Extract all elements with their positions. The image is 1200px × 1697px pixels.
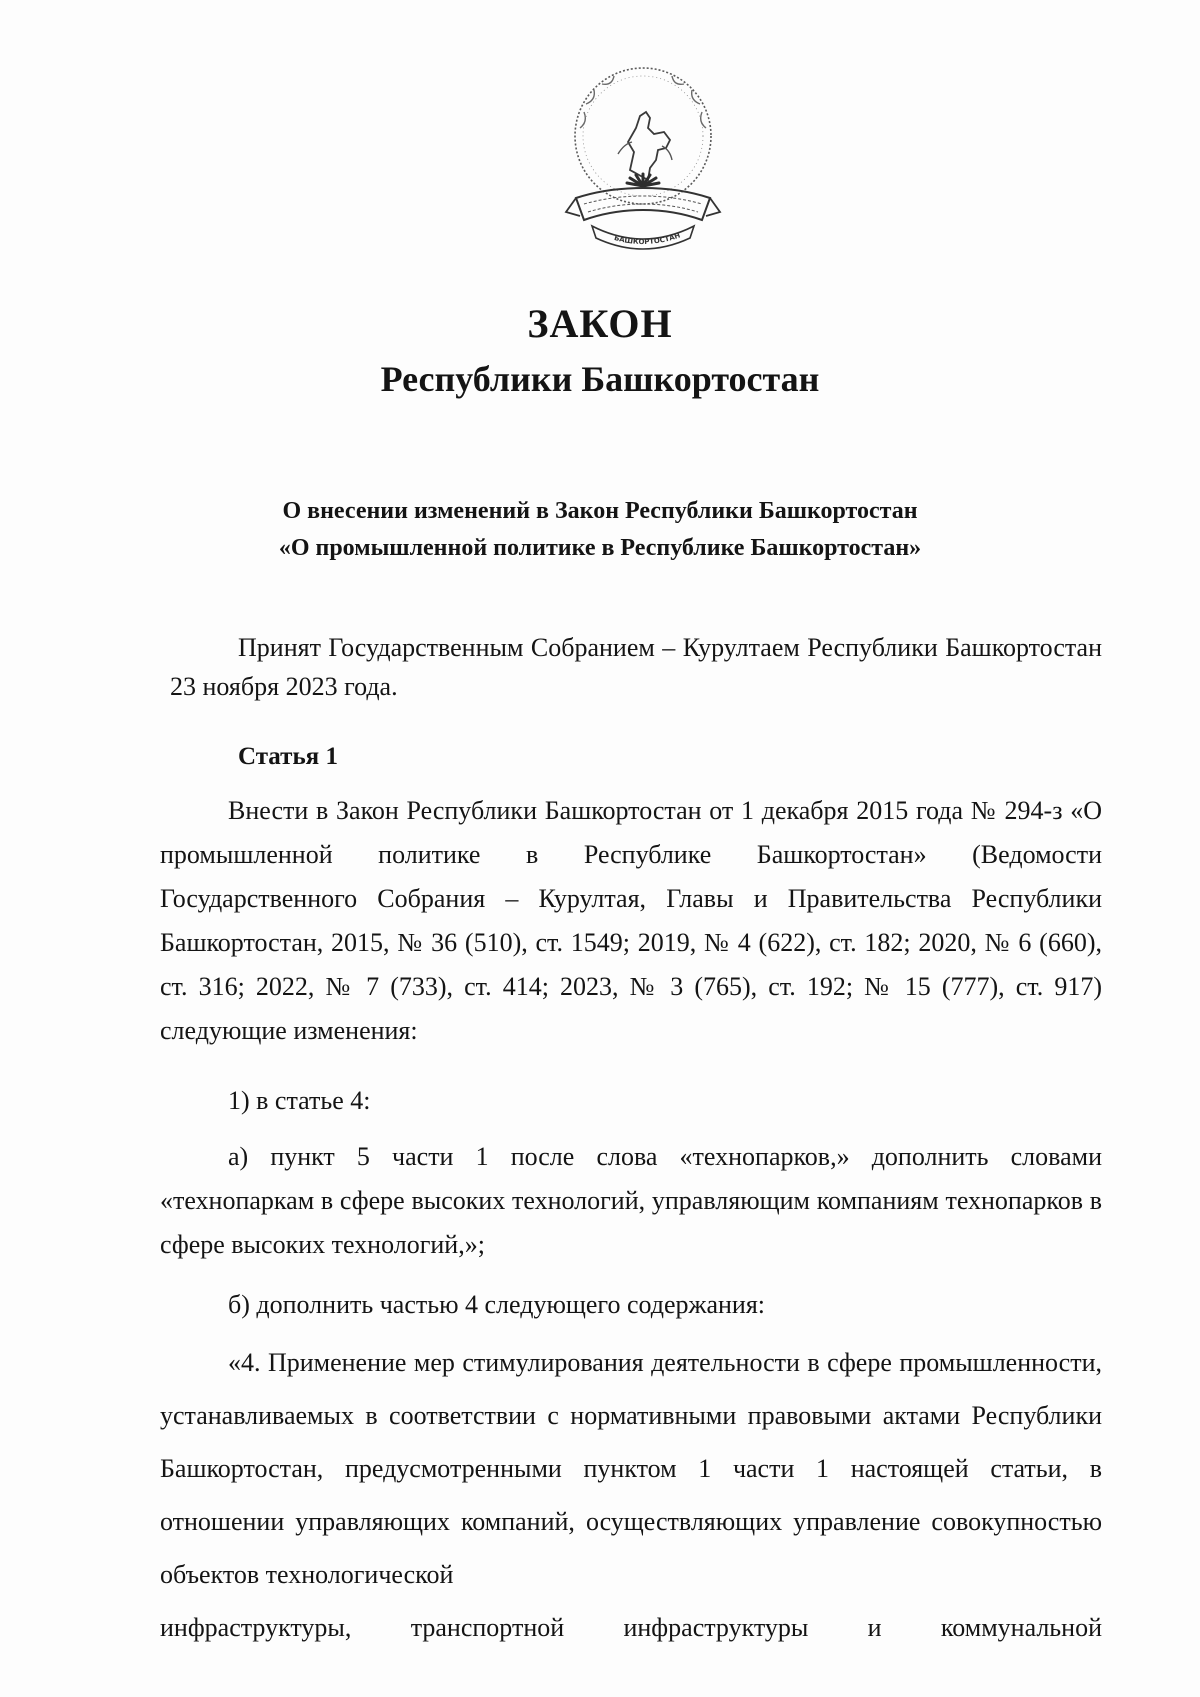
article-1-part-4-paragraph xyxy=(160,1336,1102,1654)
article-1-intro-paragraph: Внести в Закон Республики Башкортостан от 1 декабря 2015 года № 294-з «О промышленной политике в Республике Башкортостан» (Ведомости Государственного Собрания – Курултая, Главы и Правительства Республики Башкортостан, 2015, № 36 (510), ст. 1549; 2019, № 4 (622), ст. 182; 2020, № 6 (660), ст. 316; 2022, № 7 (733), ст. 414; 2023, № 3 (765), ст. 192; № 15 (777), ст. 917) следующие изменения: xyxy=(160,796,1102,1045)
article-1-item-1b: б) дополнить частью 4 следующего содержания: xyxy=(228,1290,766,1319)
bashkortostan-coat-of-arms-icon xyxy=(558,58,728,258)
article-1-heading: Статья 1 xyxy=(238,743,338,770)
part-4-last-line: инфраструктуры, транспортной инфраструктуры и коммунальной xyxy=(160,1613,1102,1642)
subject-line-1: О внесении изменений в Закон Республики Башкортостан xyxy=(282,498,918,524)
part-4-text: «4. Применение мер стимулирования деятельности в сфере промышленности, устанавливаемых в соответствии с нормативными правовыми актами Республики Башкортостан, предусмотренными пунктом 1 части 1 настоящей статьи, в отношении управляющих компаний, осуществляющих управление совокупностью объектов технологической xyxy=(160,1348,1102,1589)
article-1-item-1a: а) пункт 5 части 1 после слова «технопарков,» дополнить словами «технопаркам в сфере высоких технологий, управляющим компаниям технопарков в сфере высоких технологий,»; xyxy=(160,1142,1102,1259)
svg-text:БАШКОРТОСТАН xyxy=(613,231,681,246)
ribbon-text: БАШКОРТОСТАН xyxy=(613,231,682,247)
coat-of-arms-emblem xyxy=(558,58,728,258)
adoption-statement: Принят Государственным Собранием – Курултаем Республики Башкортостан 23 ноября 2023 года. xyxy=(170,633,1102,701)
subject-line-2: «О промышленной политике в Республике Башкортостан» xyxy=(278,535,922,561)
article-1-item-1: 1) в статье 4: xyxy=(228,1086,371,1115)
document-type-title: ЗАКОН xyxy=(527,301,673,346)
issuer-title: Республики Башкортостан xyxy=(380,359,820,399)
